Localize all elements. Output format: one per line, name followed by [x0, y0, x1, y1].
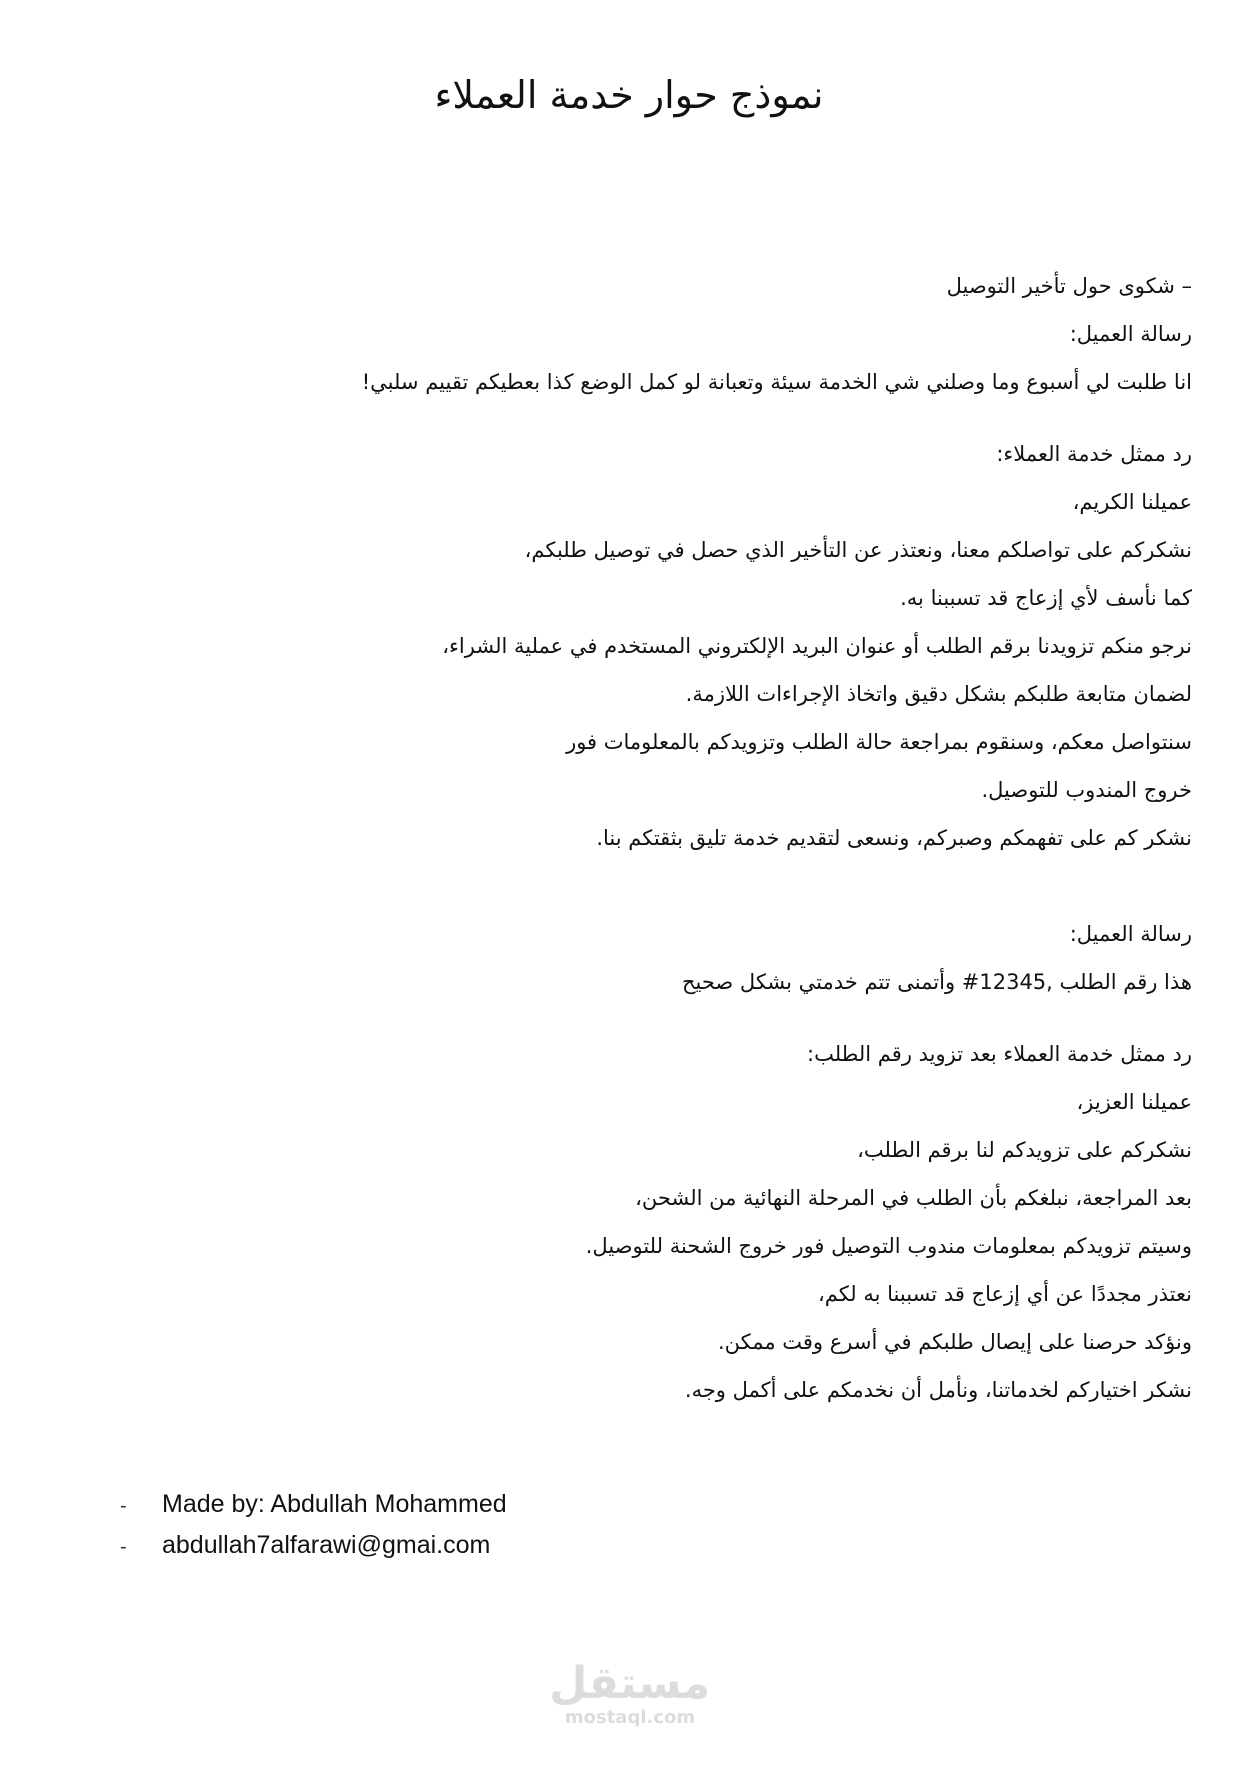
- list-bullet: -: [120, 1536, 127, 1558]
- author-email: abdullah7alfarawi@gmai.com: [162, 1531, 491, 1559]
- complaint-topic: – شكوى حول تأخير التوصيل: [946, 274, 1192, 298]
- mostaql-watermark: [550, 1660, 710, 1728]
- agent-reply-line: وسيتم تزويدكم بمعلومات مندوب التوصيل فور خروج الشحنة للتوصيل.: [585, 1234, 1192, 1258]
- customer-message-text: [192, 958, 1192, 1006]
- agent-reply-line: خروج المندوب للتوصيل.: [981, 778, 1192, 802]
- page-title: نموذج حوار خدمة العملاء: [434, 73, 824, 117]
- agent-reply-line: عميلنا العزيز،: [1076, 1090, 1192, 1114]
- watermark-logo: مستقل: [549, 1658, 710, 1709]
- customer-message-label: رسالة العميل:: [1069, 922, 1192, 946]
- author-credit: [120, 1484, 507, 1525]
- agent-reply-line: نشكر اختياركم لخدماتنا، ونأمل أن نخدمكم على أكمل وجه.: [684, 1378, 1192, 1402]
- author-name: Made by: Abdullah Mohammed: [162, 1490, 507, 1518]
- message-text-end: وأتمنى تتم خدمتي بشكل صحيح: [681, 970, 962, 994]
- agent-reply-line: نشكركم على تواصلكم معنا، ونعتذر عن التأخير الذي حصل في توصيل طلبكم،: [524, 538, 1192, 562]
- customer-message-label: رسالة العميل:: [1069, 322, 1192, 346]
- agent-reply-line: عميلنا الكريم،: [1072, 490, 1192, 514]
- watermark-url: mostaql.com: [564, 1707, 696, 1728]
- agent-reply-line: نشكر كم على تفهمكم وصبركم، ونسعى لتقديم خدمة تليق بثقتكم بنا.: [596, 826, 1192, 850]
- dialogue-body: [192, 262, 1192, 1414]
- agent-reply-label: رد ممثل خدمة العملاء بعد تزويد رقم الطلب:: [807, 1042, 1192, 1066]
- list-bullet: -: [120, 1495, 127, 1517]
- agent-reply-line: كما نأسف لأي إزعاج قد تسببنا به.: [900, 586, 1192, 610]
- agent-reply-line: نرجو منكم تزويدنا برقم الطلب أو عنوان البريد الإلكتروني المستخدم في عملية الشراء،: [442, 634, 1192, 658]
- agent-reply-line: نعتذر مجددًا عن أي إزعاج قد تسببنا به لكم،: [817, 1282, 1192, 1306]
- author-email-item: [120, 1525, 507, 1566]
- agent-reply-line: بعد المراجعة، نبلغكم بأن الطلب في المرحلة النهائية من الشحن،: [635, 1186, 1192, 1210]
- agent-reply-line: ونؤكد حرصنا على إيصال طلبكم في أسرع وقت ممكن.: [717, 1330, 1192, 1354]
- footer: [120, 1484, 507, 1566]
- order-number: #12345,: [961, 970, 1053, 994]
- agent-reply-line: نشكركم على تزويدكم لنا برقم الطلب،: [857, 1138, 1192, 1162]
- message-text-start: هذا رقم الطلب: [1052, 970, 1192, 994]
- agent-reply-line: سنتواصل معكم، وسنقوم بمراجعة حالة الطلب وتزويدكم بالمعلومات فور: [566, 730, 1192, 754]
- agent-reply-label: رد ممثل خدمة العملاء:: [996, 442, 1192, 466]
- agent-reply-line: لضمان متابعة طلبكم بشكل دقيق واتخاذ الإجراءات اللازمة.: [685, 682, 1192, 706]
- customer-message-text: انا طلبت لي أسبوع وما وصلني شي الخدمة سيئة وتعبانة لو كمل الوضع كذا بعطيكم تقييم سلبي!: [361, 370, 1192, 394]
